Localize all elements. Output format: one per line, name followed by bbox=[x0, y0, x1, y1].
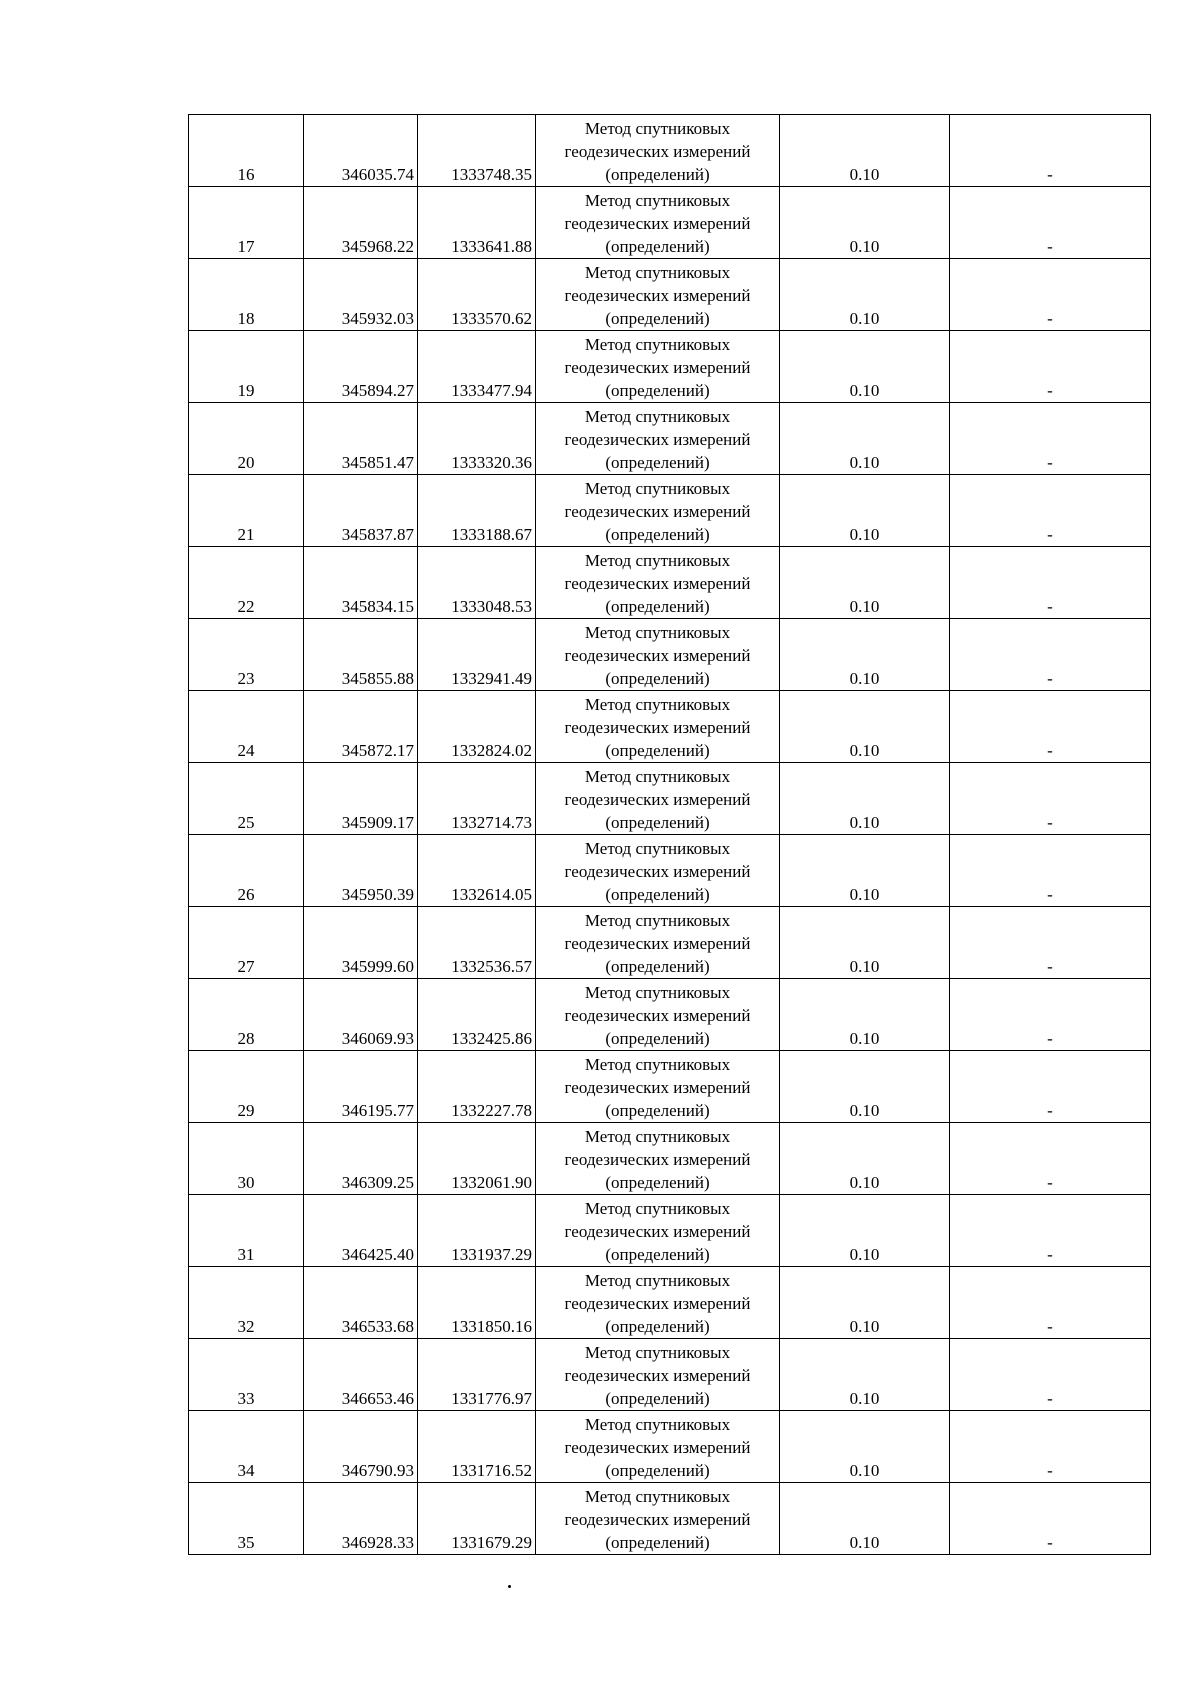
point-number-cell: 32 bbox=[189, 1267, 304, 1339]
method-description-cell: Метод спутниковых геодезических измерений (определений) bbox=[536, 1051, 780, 1123]
table-row bbox=[189, 115, 1151, 187]
coordinate-x-cell: 345909.17 bbox=[304, 763, 418, 835]
point-number-cell: 30 bbox=[189, 1123, 304, 1195]
coordinate-x-cell: 345999.60 bbox=[304, 907, 418, 979]
point-number-cell: 23 bbox=[189, 619, 304, 691]
coordinate-y-cell: 1331716.52 bbox=[418, 1411, 536, 1483]
coordinate-x-cell: 346035.74 bbox=[304, 115, 418, 187]
point-number-cell: 29 bbox=[189, 1051, 304, 1123]
accuracy-value-cell: 0.10 bbox=[780, 331, 950, 403]
method-description-cell: Метод спутниковых геодезических измерений (определений) bbox=[536, 691, 780, 763]
accuracy-value-cell: 0.10 bbox=[780, 1411, 950, 1483]
coordinates-table bbox=[188, 114, 1151, 1555]
coordinate-x-cell: 346928.33 bbox=[304, 1483, 418, 1555]
point-description-cell: - bbox=[950, 619, 1151, 691]
point-number-cell: 34 bbox=[189, 1411, 304, 1483]
accuracy-value-cell: 0.10 bbox=[780, 619, 950, 691]
accuracy-value-cell: 0.10 bbox=[780, 187, 950, 259]
method-description-cell: Метод спутниковых геодезических измерений (определений) bbox=[536, 1339, 780, 1411]
accuracy-value-cell: 0.10 bbox=[780, 1267, 950, 1339]
point-description-cell: - bbox=[950, 331, 1151, 403]
point-number-cell: 18 bbox=[189, 259, 304, 331]
method-description-cell: Метод спутниковых геодезических измерений (определений) bbox=[536, 907, 780, 979]
coordinate-x-cell: 345834.15 bbox=[304, 547, 418, 619]
coordinate-y-cell: 1333320.36 bbox=[418, 403, 536, 475]
point-description-cell: - bbox=[950, 115, 1151, 187]
method-description-cell: Метод спутниковых геодезических измерений (определений) bbox=[536, 187, 780, 259]
point-number-cell: 28 bbox=[189, 979, 304, 1051]
coordinate-y-cell: 1333188.67 bbox=[418, 475, 536, 547]
point-description-cell: - bbox=[950, 835, 1151, 907]
point-description-cell: - bbox=[950, 1123, 1151, 1195]
coordinate-x-cell: 346533.68 bbox=[304, 1267, 418, 1339]
table-row bbox=[189, 547, 1151, 619]
coordinate-x-cell: 345855.88 bbox=[304, 619, 418, 691]
point-number-cell: 16 bbox=[189, 115, 304, 187]
point-description-cell: - bbox=[950, 259, 1151, 331]
method-description-cell: Метод спутниковых геодезических измерений (определений) bbox=[536, 619, 780, 691]
accuracy-value-cell: 0.10 bbox=[780, 547, 950, 619]
coordinate-x-cell: 345837.87 bbox=[304, 475, 418, 547]
coordinate-x-cell: 346653.46 bbox=[304, 1339, 418, 1411]
point-description-cell: - bbox=[950, 763, 1151, 835]
point-number-cell: 26 bbox=[189, 835, 304, 907]
method-description-cell: Метод спутниковых геодезических измерений (определений) bbox=[536, 979, 780, 1051]
coordinate-y-cell: 1332614.05 bbox=[418, 835, 536, 907]
method-description-cell: Метод спутниковых геодезических измерений (определений) bbox=[536, 835, 780, 907]
accuracy-value-cell: 0.10 bbox=[780, 691, 950, 763]
method-description-cell: Метод спутниковых геодезических измерений (определений) bbox=[536, 403, 780, 475]
table-row bbox=[189, 1267, 1151, 1339]
table-row bbox=[189, 979, 1151, 1051]
table-row bbox=[189, 1483, 1151, 1555]
method-description-cell: Метод спутниковых геодезических измерений (определений) bbox=[536, 115, 780, 187]
accuracy-value-cell: 0.10 bbox=[780, 907, 950, 979]
point-description-cell: - bbox=[950, 1195, 1151, 1267]
coordinate-y-cell: 1331679.29 bbox=[418, 1483, 536, 1555]
coordinate-y-cell: 1331776.97 bbox=[418, 1339, 536, 1411]
coordinate-x-cell: 346790.93 bbox=[304, 1411, 418, 1483]
method-description-cell: Метод спутниковых геодезических измерений (определений) bbox=[536, 1123, 780, 1195]
stray-mark bbox=[508, 1585, 511, 1588]
coordinate-x-cell: 345872.17 bbox=[304, 691, 418, 763]
accuracy-value-cell: 0.10 bbox=[780, 403, 950, 475]
coordinate-x-cell: 346425.40 bbox=[304, 1195, 418, 1267]
table-row bbox=[189, 691, 1151, 763]
table-row bbox=[189, 1195, 1151, 1267]
coordinate-y-cell: 1332536.57 bbox=[418, 907, 536, 979]
table-row bbox=[189, 1411, 1151, 1483]
table-row bbox=[189, 475, 1151, 547]
table-row bbox=[189, 331, 1151, 403]
point-number-cell: 20 bbox=[189, 403, 304, 475]
point-number-cell: 21 bbox=[189, 475, 304, 547]
point-number-cell: 27 bbox=[189, 907, 304, 979]
coordinate-y-cell: 1333570.62 bbox=[418, 259, 536, 331]
coordinate-x-cell: 346195.77 bbox=[304, 1051, 418, 1123]
coordinate-y-cell: 1332061.90 bbox=[418, 1123, 536, 1195]
point-description-cell: - bbox=[950, 1483, 1151, 1555]
table-row bbox=[189, 403, 1151, 475]
coordinate-y-cell: 1332425.86 bbox=[418, 979, 536, 1051]
point-number-cell: 35 bbox=[189, 1483, 304, 1555]
point-description-cell: - bbox=[950, 979, 1151, 1051]
method-description-cell: Метод спутниковых геодезических измерений (определений) bbox=[536, 763, 780, 835]
coordinate-y-cell: 1331937.29 bbox=[418, 1195, 536, 1267]
table-row bbox=[189, 835, 1151, 907]
method-description-cell: Метод спутниковых геодезических измерений (определений) bbox=[536, 547, 780, 619]
coordinate-y-cell: 1333048.53 bbox=[418, 547, 536, 619]
point-description-cell: - bbox=[950, 1267, 1151, 1339]
table-row bbox=[189, 1339, 1151, 1411]
point-number-cell: 24 bbox=[189, 691, 304, 763]
point-description-cell: - bbox=[950, 187, 1151, 259]
coordinate-x-cell: 345950.39 bbox=[304, 835, 418, 907]
coordinate-y-cell: 1332227.78 bbox=[418, 1051, 536, 1123]
point-description-cell: - bbox=[950, 1339, 1151, 1411]
coordinate-y-cell: 1332714.73 bbox=[418, 763, 536, 835]
coordinate-x-cell: 346069.93 bbox=[304, 979, 418, 1051]
method-description-cell: Метод спутниковых геодезических измерений (определений) bbox=[536, 1267, 780, 1339]
method-description-cell: Метод спутниковых геодезических измерений (определений) bbox=[536, 475, 780, 547]
coordinate-y-cell: 1332941.49 bbox=[418, 619, 536, 691]
method-description-cell: Метод спутниковых геодезических измерений (определений) bbox=[536, 1195, 780, 1267]
table-row bbox=[189, 1123, 1151, 1195]
table-row bbox=[189, 187, 1151, 259]
table-row bbox=[189, 907, 1151, 979]
point-number-cell: 17 bbox=[189, 187, 304, 259]
accuracy-value-cell: 0.10 bbox=[780, 115, 950, 187]
point-description-cell: - bbox=[950, 475, 1151, 547]
point-description-cell: - bbox=[950, 403, 1151, 475]
point-number-cell: 25 bbox=[189, 763, 304, 835]
method-description-cell: Метод спутниковых геодезических измерений (определений) bbox=[536, 259, 780, 331]
point-description-cell: - bbox=[950, 1411, 1151, 1483]
point-description-cell: - bbox=[950, 907, 1151, 979]
point-description-cell: - bbox=[950, 1051, 1151, 1123]
coordinate-y-cell: 1333748.35 bbox=[418, 115, 536, 187]
point-description-cell: - bbox=[950, 547, 1151, 619]
coordinate-x-cell: 345968.22 bbox=[304, 187, 418, 259]
method-description-cell: Метод спутниковых геодезических измерений (определений) bbox=[536, 331, 780, 403]
table-row bbox=[189, 1051, 1151, 1123]
accuracy-value-cell: 0.10 bbox=[780, 1051, 950, 1123]
accuracy-value-cell: 0.10 bbox=[780, 259, 950, 331]
point-number-cell: 31 bbox=[189, 1195, 304, 1267]
coordinate-x-cell: 345894.27 bbox=[304, 331, 418, 403]
accuracy-value-cell: 0.10 bbox=[780, 475, 950, 547]
coordinate-y-cell: 1333477.94 bbox=[418, 331, 536, 403]
coordinate-y-cell: 1333641.88 bbox=[418, 187, 536, 259]
method-description-cell: Метод спутниковых геодезических измерений (определений) bbox=[536, 1411, 780, 1483]
accuracy-value-cell: 0.10 bbox=[780, 1483, 950, 1555]
accuracy-value-cell: 0.10 bbox=[780, 763, 950, 835]
point-number-cell: 22 bbox=[189, 547, 304, 619]
accuracy-value-cell: 0.10 bbox=[780, 1195, 950, 1267]
table-row bbox=[189, 259, 1151, 331]
coordinate-x-cell: 345851.47 bbox=[304, 403, 418, 475]
table-body bbox=[189, 115, 1151, 1555]
method-description-cell: Метод спутниковых геодезических измерений (определений) bbox=[536, 1483, 780, 1555]
table-row bbox=[189, 763, 1151, 835]
table-row bbox=[189, 619, 1151, 691]
accuracy-value-cell: 0.10 bbox=[780, 979, 950, 1051]
accuracy-value-cell: 0.10 bbox=[780, 1123, 950, 1195]
coordinate-y-cell: 1331850.16 bbox=[418, 1267, 536, 1339]
coordinate-x-cell: 346309.25 bbox=[304, 1123, 418, 1195]
accuracy-value-cell: 0.10 bbox=[780, 835, 950, 907]
point-number-cell: 33 bbox=[189, 1339, 304, 1411]
point-description-cell: - bbox=[950, 691, 1151, 763]
point-number-cell: 19 bbox=[189, 331, 304, 403]
coordinate-y-cell: 1332824.02 bbox=[418, 691, 536, 763]
coordinate-x-cell: 345932.03 bbox=[304, 259, 418, 331]
accuracy-value-cell: 0.10 bbox=[780, 1339, 950, 1411]
